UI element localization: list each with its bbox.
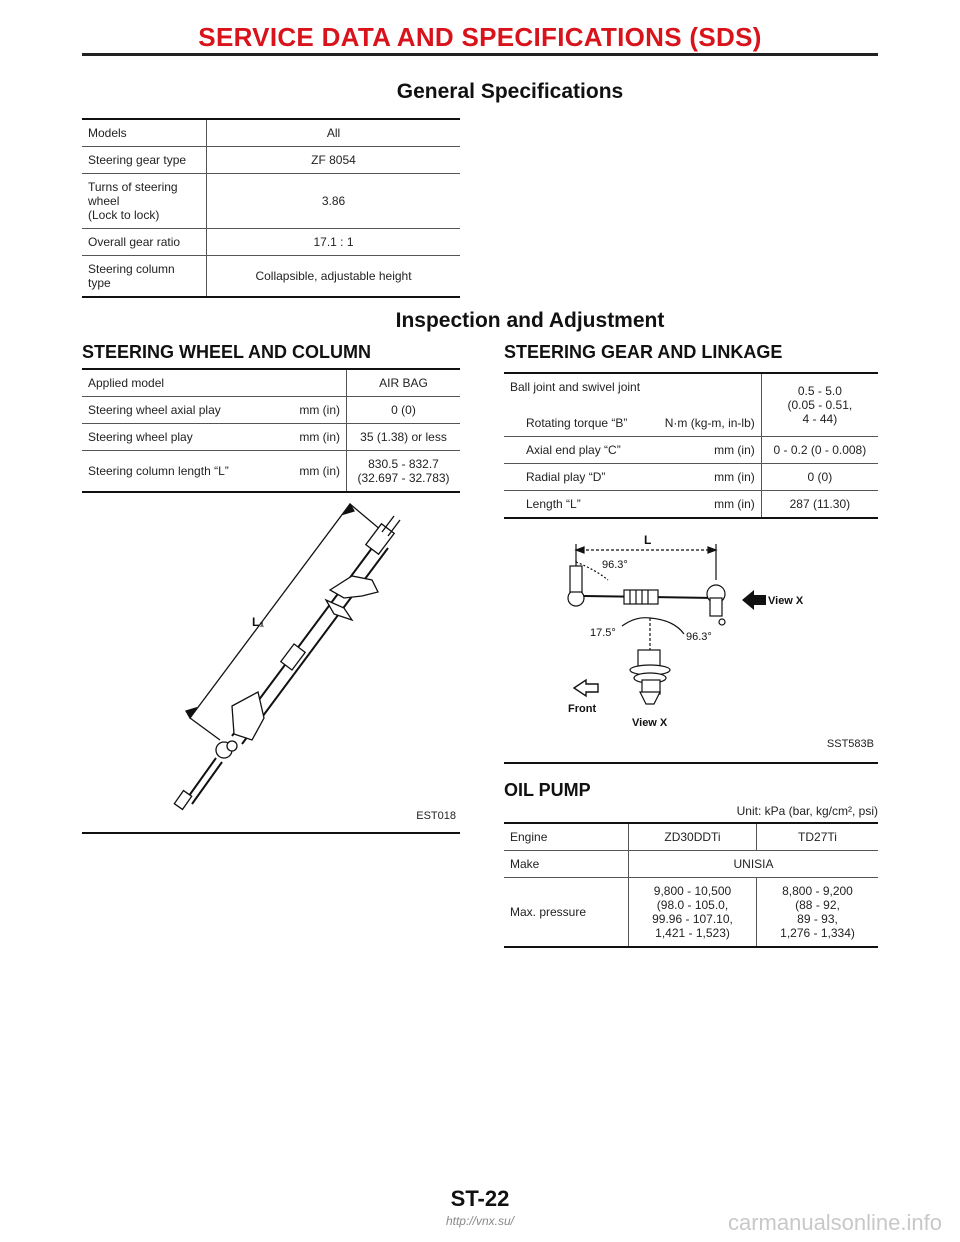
spec-label: Rotating torque “B” <box>504 396 648 437</box>
spec-unit: mm (in) <box>648 437 762 464</box>
linkage-figure <box>504 520 878 764</box>
spec-label: Applied model <box>82 369 280 397</box>
spec-value: 830.5 - 832.7 (32.697 - 32.783) <box>347 451 461 493</box>
table-row <box>504 851 878 878</box>
spec-unit: mm (in) <box>280 451 347 493</box>
gear-linkage-heading: STEERING GEAR AND LINKAGE <box>504 342 783 362</box>
spec-unit <box>280 369 347 397</box>
figure-code: SST583B <box>826 738 874 750</box>
page-header-title: SERVICE DATA AND SPECIFICATIONS (SDS) <box>198 22 762 52</box>
table-row <box>82 229 460 256</box>
spec-label: Models <box>82 119 207 147</box>
angle-label-right: 96.3° <box>686 631 712 643</box>
table-row <box>82 424 460 451</box>
spec-value: 9,800 - 10,500 (98.0 - 105.0, 99.96 - 107.10, 1,421 - 1,523) <box>629 878 757 948</box>
wheel-column-heading: STEERING WHEEL AND COLUMN <box>82 342 372 362</box>
group-label: Ball joint and swivel joint <box>504 373 761 396</box>
table-row <box>82 369 460 397</box>
spec-value: 0 (0) <box>347 397 461 424</box>
col-header-zd30: ZD30DDTi <box>629 823 757 851</box>
spec-value: All <box>207 119 461 147</box>
angle-label-top: 96.3° <box>602 559 628 571</box>
table-row <box>82 397 460 424</box>
dimension-label-L: L <box>644 533 652 547</box>
spec-unit: mm (in) <box>280 424 347 451</box>
table-row <box>82 256 460 298</box>
spec-label: Length “L” <box>504 491 648 519</box>
table-row <box>504 823 878 851</box>
front-label: Front <box>568 703 597 715</box>
table-row <box>82 174 460 229</box>
view-x-label-right: View X <box>768 595 804 607</box>
oil-pump-unit-note: Unit: kPa (bar, kg/cm², psi) <box>736 804 878 818</box>
view-x-arrow-icon <box>742 590 766 610</box>
spec-label: Steering wheel play <box>82 424 280 451</box>
table-row <box>82 119 460 147</box>
figure-code: EST018 <box>416 810 456 822</box>
spec-value: Collapsible, adjustable height <box>207 256 461 298</box>
col-header-td27: TD27Ti <box>757 823 879 851</box>
table-row <box>82 147 460 174</box>
header-divider <box>82 53 878 56</box>
general-specs-title: General Specifications <box>396 80 624 103</box>
spec-unit: mm (in) <box>648 491 762 519</box>
steering-column-drawing <box>82 478 460 832</box>
spec-value: ZF 8054 <box>207 147 461 174</box>
watermark: carmanualsonline.info <box>727 1210 942 1235</box>
gear-linkage-table <box>504 372 878 519</box>
spec-value: 0 - 0.2 (0 - 0.008) <box>761 437 878 464</box>
spec-value: 0 (0) <box>761 464 878 491</box>
spec-label: Overall gear ratio <box>82 229 207 256</box>
dimension-label-L1: L₁ <box>252 615 265 629</box>
spec-value: 17.1 : 1 <box>207 229 461 256</box>
spec-unit: mm (in) <box>648 464 762 491</box>
page-number: ST-22 <box>450 1186 510 1211</box>
spec-label: Steering gear type <box>82 147 207 174</box>
spec-label: Max. pressure <box>504 878 629 948</box>
spec-label: Axial end play “C” <box>504 437 648 464</box>
spec-value: 0.5 - 5.0 (0.05 - 0.51, 4 - 44) <box>761 373 878 437</box>
spec-label: Steering wheel axial play <box>82 397 280 424</box>
inspection-title: Inspection and Adjustment <box>395 309 665 332</box>
spec-value: 35 (1.38) or less <box>347 424 461 451</box>
table-row <box>504 491 878 519</box>
oil-pump-table <box>504 822 878 948</box>
spec-value: AIR BAG <box>347 369 461 397</box>
spec-value: 8,800 - 9,200 (88 - 92, 89 - 93, 1,276 - 1,334) <box>757 878 879 948</box>
table-row <box>504 437 878 464</box>
linkage-drawing <box>504 520 878 762</box>
general-specs-table <box>82 118 460 298</box>
steering-column-figure <box>82 478 460 834</box>
spec-label: Make <box>504 851 629 878</box>
spec-value: 3.86 <box>207 174 461 229</box>
oil-pump-heading: OIL PUMP <box>504 780 591 800</box>
footer-url: http://vnx.su/ <box>445 1214 515 1228</box>
spec-value: UNISIA <box>629 851 879 878</box>
spec-unit: mm (in) <box>280 397 347 424</box>
col-header-engine: Engine <box>504 823 629 851</box>
spec-label: Steering column length “L” <box>82 451 280 493</box>
table-row <box>504 373 878 396</box>
spec-unit: N·m (kg-m, in-lb) <box>648 396 762 437</box>
view-x-label-bottom: View X <box>632 717 668 729</box>
spec-label: Radial play “D” <box>504 464 648 491</box>
table-row <box>504 878 878 948</box>
spec-value: 287 (11.30) <box>761 491 878 519</box>
wheel-column-table <box>82 368 460 493</box>
table-row <box>504 464 878 491</box>
spec-label: Steering column type <box>82 256 207 298</box>
angle-label-left: 17.5° <box>590 627 616 639</box>
spec-label: Turns of steering wheel (Lock to lock) <box>82 174 207 229</box>
